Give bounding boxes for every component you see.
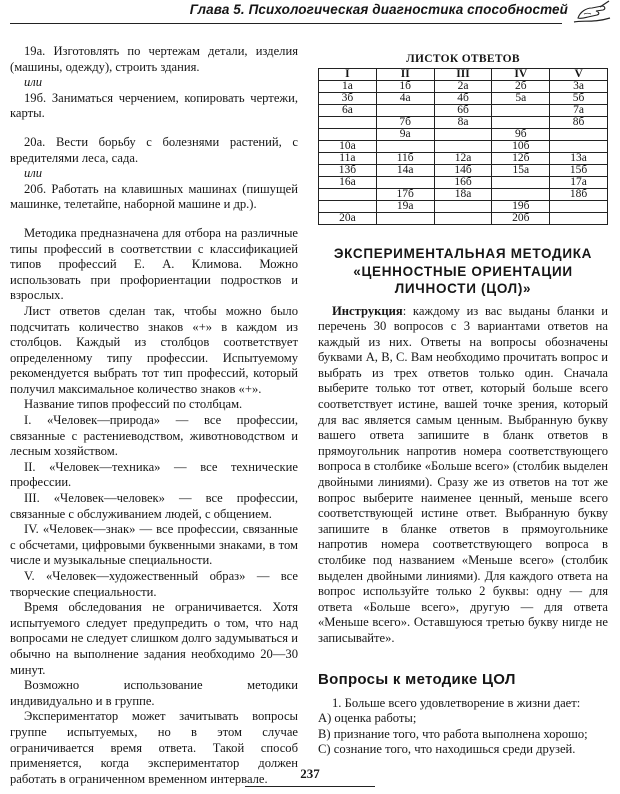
table-cell xyxy=(376,141,434,153)
table-cell xyxy=(319,201,377,213)
table-cell: 12б xyxy=(492,153,550,165)
column-header: V xyxy=(550,69,608,81)
table-cell: 2а xyxy=(434,81,492,93)
table-row xyxy=(319,177,608,189)
paragraph-experimenter: Экспериментатор может зачитывать вопросы группе испытуемых, но в этом случае ограничивается время ответа. Такой способ применяется, когда экспериментатор должен работать в ограниченном временном интервале. xyxy=(10,709,298,786)
column-header: II xyxy=(376,69,434,81)
table-cell: 10а xyxy=(319,141,377,153)
writing-hand-icon xyxy=(572,0,612,26)
column-header: I xyxy=(319,69,377,81)
column-header: III xyxy=(434,69,492,81)
table-cell: 18б xyxy=(550,189,608,201)
table-cell: 16а xyxy=(319,177,377,189)
table-cell xyxy=(492,177,550,189)
table-cell: 5б xyxy=(550,93,608,105)
table-row xyxy=(319,105,608,117)
table-cell: 2б xyxy=(492,81,550,93)
table-cell: 11б xyxy=(376,153,434,165)
instruction-text: : каждому из вас выданы бланки и перечень 30 вопросов с 3 вариантами ответов на каждый из них. Ответы на вопросы обозначены буквами А, В, С. Вам необходимо прочитать вопрос и выбрать из трех ответов только один. Сначала выберите только тот ответ, который больше всего соответствует истине, вашей точке зрения, который для вас является самым ценным. Выбранную букву вашего ответа запишите в бланк ответов в прямоугольник напротив номера соответствующего вопроса в столбике «Больше всего» (столбик выделен двойными линиями). Сразу же из ответов на тот же вопрос выберите наименее ценный, меньше всего соответствующей истине ответ. Выбранную букву запишите в бланке ответов в прямоугольнике напротив номера соответствующего вопроса в столбике под названием «Меньше всего» (столбик выделен двойными линиями). Для каждого ответа на вопрос используйте только 2 буквы: одну — для ответа «Больше всего», другую — для ответа «Меньше всего». Оставшуюся третью букву нигде не записывайте». xyxy=(318,303,608,645)
chapter-title: Глава 5. Психологическая диагностика способностей xyxy=(189,2,568,17)
page-header xyxy=(0,0,620,28)
table-cell: 13а xyxy=(550,153,608,165)
table-cell xyxy=(492,189,550,201)
table-cell: 11а xyxy=(319,153,377,165)
table-cell: 20а xyxy=(319,213,377,225)
table-cell: 19а xyxy=(376,201,434,213)
table-cell: 8а xyxy=(434,117,492,129)
answer-sheet-table xyxy=(318,68,608,225)
table-cell: 18а xyxy=(434,189,492,201)
table-cell: 9б xyxy=(492,129,550,141)
type-art: V. «Человек—художественный образ» — все творческие специальности. xyxy=(10,569,298,599)
header-divider xyxy=(10,23,562,24)
table-cell xyxy=(434,213,492,225)
table-cell xyxy=(319,117,377,129)
table-cell: 15б xyxy=(550,165,608,177)
table-cell: 14а xyxy=(376,165,434,177)
paragraph-group: Возможно использование методики индивидуально и в группе. xyxy=(10,678,298,708)
left-column xyxy=(10,44,298,787)
table-cell xyxy=(492,117,550,129)
answer-sheet-title: ЛИСТОК ОТВЕТОВ xyxy=(406,53,520,65)
table-cell: 13б xyxy=(319,165,377,177)
paragraph-time: Время обследования не ограничивается. Хотя испытуемого следует предупредить о том, что над вопросами не следует слишком долго задумываться и обычно на выполнение задания необходимо 20—30 минут. xyxy=(10,600,298,677)
table-cell: 7б xyxy=(376,117,434,129)
table-cell: 4а xyxy=(376,93,434,105)
answer-option-a: А) оценка работы; xyxy=(318,711,417,726)
or-label: или xyxy=(24,75,43,90)
table-row xyxy=(319,117,608,129)
table-cell: 8б xyxy=(550,117,608,129)
table-cell xyxy=(550,129,608,141)
question-20b: 20б. Работать на клавишных машинах (пишущей машинке, телетайпе, наборной машине и др.). xyxy=(10,181,298,212)
table-row xyxy=(319,213,608,225)
table-row xyxy=(319,189,608,201)
table-cell xyxy=(376,105,434,117)
page-number: 237 xyxy=(300,766,320,781)
question-20a: 20а. Вести борьбу с болезнями растений, с вредителями леса, сада. xyxy=(10,134,298,165)
table-cell xyxy=(550,213,608,225)
type-sign: IV. «Человек—знак» — все профессии, связанные с обсчетами, цифровыми буквенными знаками, в том числе и музыкальные специальности. xyxy=(10,522,298,568)
table-row xyxy=(319,201,608,213)
table-cell: 1а xyxy=(319,81,377,93)
table-cell xyxy=(319,129,377,141)
question-19b: 19б. Заниматься черчением, копировать чертежи, карты. xyxy=(10,90,298,121)
table-cell: 5а xyxy=(492,93,550,105)
table-cell xyxy=(376,213,434,225)
table-cell: 16б xyxy=(434,177,492,189)
footer-divider xyxy=(245,786,375,787)
table-cell: 9а xyxy=(376,129,434,141)
table-cell xyxy=(434,129,492,141)
type-human: III. «Человек—человек» — все профессии, связанные с обслуживанием людей, с общением. xyxy=(10,491,298,521)
paragraph-purpose: Методика предназначена для отбора на различные типы профессий в соответствии с классификацией типов профессий Е. А. Климова. Можно использовать при профориентации подростков и взрослых. xyxy=(10,225,298,303)
table-row xyxy=(319,129,608,141)
instruction-label: Инструкция xyxy=(332,303,403,318)
table-cell: 19б xyxy=(492,201,550,213)
table-cell: 15а xyxy=(492,165,550,177)
table-cell: 3б xyxy=(319,93,377,105)
questions-heading: Вопросы к методике ЦОЛ xyxy=(318,670,516,688)
table-row xyxy=(319,93,608,105)
table-cell: 17а xyxy=(550,177,608,189)
question-19a: 19а. Изготовлять по чертежам детали, изделия (машины, одежду), строить здания. xyxy=(10,44,298,74)
section-heading: ЭКСПЕРИМЕНТАЛЬНАЯ МЕТОДИКА «ЦЕННОСТНЫЕ ОРИЕНТАЦИИ ЛИЧНОСТИ (ЦОЛ)» xyxy=(333,246,593,296)
table-header-row xyxy=(319,69,608,81)
table-cell: 14б xyxy=(434,165,492,177)
table-cell xyxy=(376,177,434,189)
table-cell xyxy=(492,105,550,117)
table-row xyxy=(319,165,608,177)
table-row xyxy=(319,141,608,153)
table-cell: 10б xyxy=(492,141,550,153)
paragraph-types-intro: Название типов профессий по столбцам. xyxy=(24,397,243,412)
question-1: 1. Больше всего удовлетворение в жизни дает: xyxy=(332,695,581,710)
table-cell: 20б xyxy=(492,213,550,225)
table-cell: 3а xyxy=(550,81,608,93)
type-nature: I. «Человек—природа» — все профессии, связанные с растениеводством, животноводством и лесным хозяйством. xyxy=(10,413,298,459)
table-cell: 4б xyxy=(434,93,492,105)
or-label: или xyxy=(24,166,43,181)
table-cell xyxy=(434,201,492,213)
table-cell xyxy=(550,141,608,153)
answer-option-c: С) сознание того, что находишься среди друзей. xyxy=(318,742,576,757)
table-cell: 6б xyxy=(434,105,492,117)
instruction-paragraph xyxy=(318,304,608,647)
right-column xyxy=(318,44,608,758)
table-row xyxy=(319,153,608,165)
table-cell xyxy=(319,189,377,201)
table-cell xyxy=(550,201,608,213)
column-header: IV xyxy=(492,69,550,81)
table-cell: 17б xyxy=(376,189,434,201)
type-technics: II. «Человек—техника» — все технические профессии. xyxy=(10,459,298,490)
answer-option-b: В) признание того, что работа выполнена хорошо; xyxy=(318,726,588,741)
table-cell: 7а xyxy=(550,105,608,117)
table-cell xyxy=(434,141,492,153)
table-cell: 12а xyxy=(434,153,492,165)
paragraph-answer-sheet: Лист ответов сделан так, чтобы можно было подсчитать количество знаков «+» в каждом из столбцов. Каждый из столбцов соответствует определенному типу профессии. Испытуемому рекомендуется выбрать тот тип профессий, который получил максимальное количество знаков «+». xyxy=(10,303,298,396)
table-cell: 1б xyxy=(376,81,434,93)
table-cell: 6а xyxy=(319,105,377,117)
table-row xyxy=(319,81,608,93)
